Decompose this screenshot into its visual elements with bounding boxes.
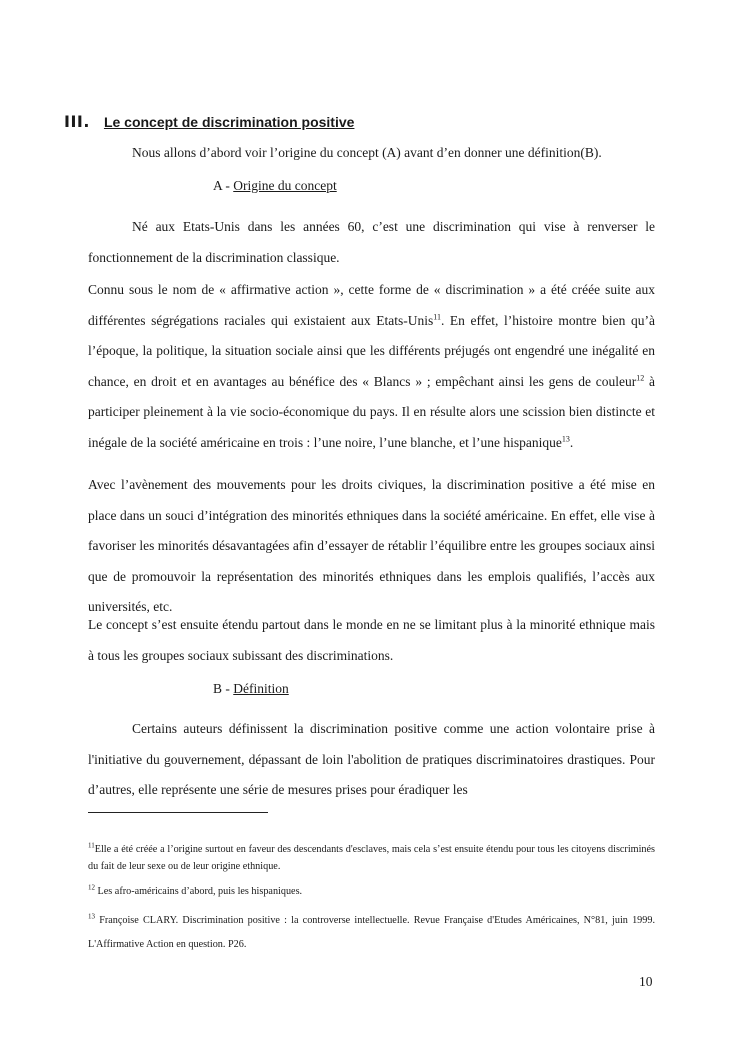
footnote-13-number: 13 bbox=[88, 912, 95, 921]
footnote-11-text: Elle a été créée a l’origine surtout en faveur des descendants d'esclaves, mais cela s’est ensuite étendu pour tous les citoyens discriminés du fait de leur sexe ou de leur origine ethnique. bbox=[88, 844, 655, 872]
section-number: III. bbox=[64, 112, 90, 131]
paragraph-civil-rights: Avec l’avènement des mouvements pour les droits civiques, la discrimination positive a été mise en place dans un souci d’intégration des minorités ethniques dans la société américaine. En effet, elle vise à favoriser les minorités désavantagées afin d’essayer de rétablir l’équilibre entre les groupes sociaux ainsi que de promouvoir la représentation des minorités ethniques dans les emplois qualifiés, l’accès aux universités, etc. bbox=[88, 477, 655, 614]
footnote-13-text: Françoise CLARY. Discrimination positive : la controverse intellectuelle. Revue Française d'Etudes Américaines, N°81, juin 1999. L'Affirmative Action en question. P26. bbox=[88, 915, 655, 950]
paragraph-affirmative-action bbox=[88, 275, 655, 458]
paragraph-extension: Le concept s’est ensuite étendu partout dans le monde en ne se limitant plus à la minorité ethnique mais à tous les groupes sociaux subissant des discriminations. bbox=[88, 617, 655, 663]
subsection-a-letter: A - bbox=[213, 178, 230, 193]
paragraph-affirmative-action-part4: . bbox=[569, 434, 574, 450]
paragraph-definition: Certains auteurs définissent la discrimination positive comme une action volontaire prise à l'initiative du gouvernement, dépassant de loin l'abolition de pratiques discriminatoires drastiques. Pour d’autres, elle représente une série de mesures prises pour éradiquer les bbox=[88, 721, 655, 797]
paragraph-affirmative-action-part1: Connu sous le nom de « affirmative action », cette forme de « discrimination » a été créée suite aux différentes ségrégations raciales qui existaient aux Etats-Unis bbox=[88, 282, 655, 328]
footnote-11 bbox=[88, 841, 655, 875]
footnote-11-number: 11 bbox=[88, 841, 95, 850]
paragraph-affirmative-action-part3: à participer pleinement à la vie socio-économique du pays. Il en résulte alors une scission bien distincte et inégale de la société américaine en trois : l’une noire, l’une blanche, et l’une hispanique bbox=[88, 373, 655, 450]
paragraph-affirmative-action-part2: . En effet, l’histoire montre bien qu’à l’époque, la politique, la situation sociale ainsi que les différents préjugés ont engendré une inégalité en chance, en droit et en avantages au bénéfice des « Blancs » ; empêchant ainsi les gens de couleur bbox=[88, 312, 655, 389]
footnote-ref-12[interactable]: 12 bbox=[636, 373, 645, 382]
footnote-12-text: Les afro-américains d’abord, puis les hispaniques. bbox=[95, 886, 303, 897]
subsection-b-heading bbox=[213, 681, 289, 697]
subsection-b-title: Définition bbox=[233, 681, 289, 696]
subsection-a-title: Origine du concept bbox=[233, 178, 337, 193]
section-title: Le concept de discrimination positive bbox=[103, 114, 355, 130]
subsection-b-letter: B - bbox=[213, 681, 230, 696]
footnote-13 bbox=[88, 909, 655, 957]
intro-paragraph: Nous allons d’abord voir l’origine du concept (A) avant d’en donner une définition(B). bbox=[132, 145, 602, 160]
footnote-12 bbox=[88, 883, 655, 900]
paragraph-origin: Né aux Etats-Unis dans les années 60, c’est une discrimination qui vise à renverser le fonctionnement de la discrimination classique. bbox=[88, 219, 655, 265]
subsection-a-heading bbox=[213, 178, 337, 194]
footnote-12-number: 12 bbox=[88, 883, 95, 892]
footnote-ref-13[interactable]: 13 bbox=[561, 434, 570, 443]
footnote-separator bbox=[88, 812, 268, 813]
section-heading bbox=[64, 112, 354, 132]
page-number: 10 bbox=[639, 974, 653, 989]
footnote-ref-11[interactable]: 11 bbox=[433, 312, 441, 321]
